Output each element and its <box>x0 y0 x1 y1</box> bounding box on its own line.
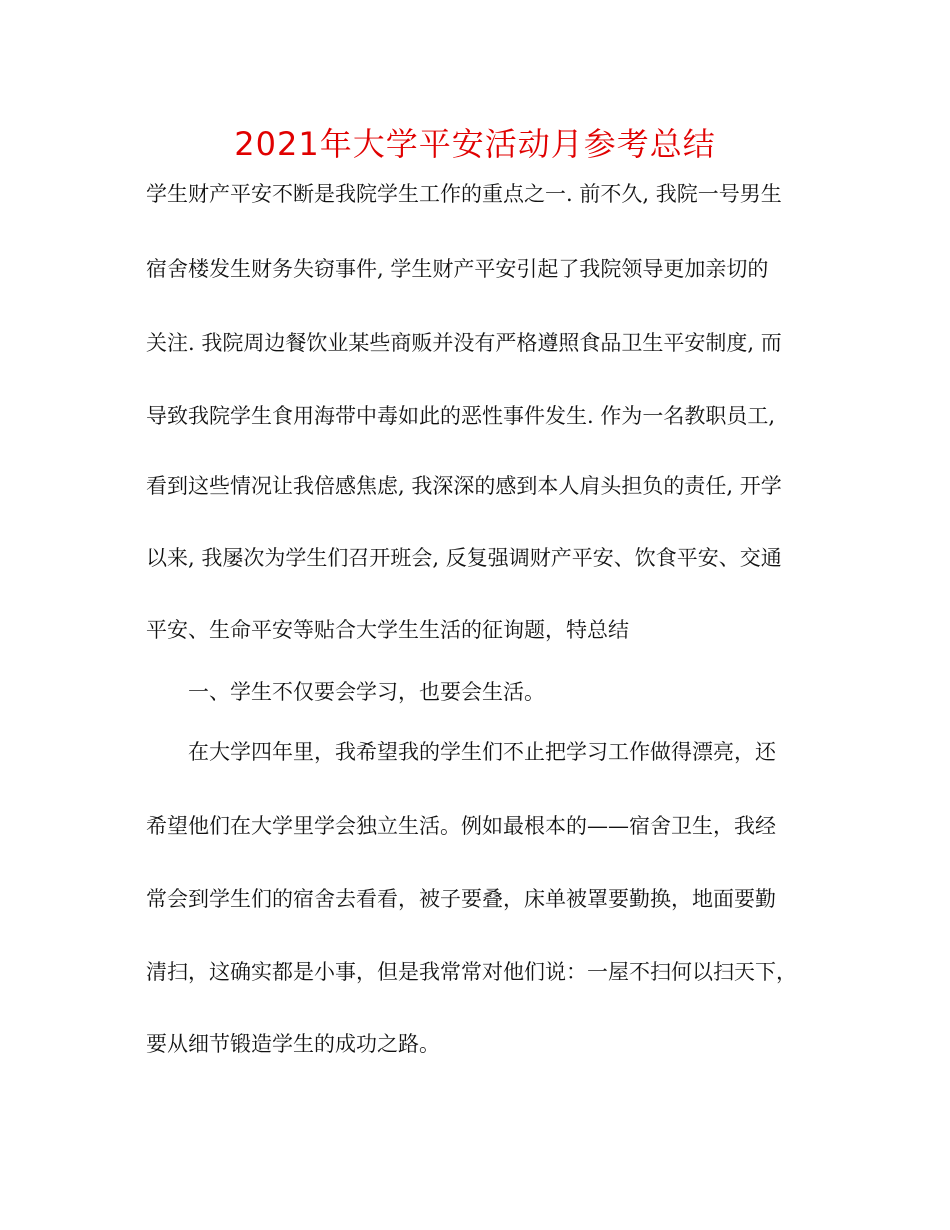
body-line-6: 以来, 我屡次为学生们召开班会, 反复强调财产平安、饮食平安、交通 <box>146 546 782 570</box>
body-line-4: 导致我院学生食用海带中毒如此的恶性事件发生. 作为一名教职员工, <box>146 404 776 428</box>
body-line-11: 常会到学生们的宿舍去看看，被子要叠，床单被罩要勤换，地面要勤 <box>146 887 776 911</box>
body-line-2: 宿舍楼发生财务失窃事件, 学生财产平安引起了我院领导更加亲切的 <box>146 257 769 281</box>
body-line-10: 希望他们在大学里学会独立生活。例如最根本的——宿舍卫生，我经 <box>146 814 776 838</box>
body-line-12: 清扫，这确实都是小事，但是我常常对他们说：一屋不扫何以扫天下， <box>146 960 797 984</box>
body-line-3: 关注. 我院周边餐饮业某些商贩并没有严格遵照食品卫生平安制度, 而 <box>146 331 782 355</box>
body-line-13: 要从细节锻造学生的成功之路。 <box>146 1032 440 1056</box>
body-line-5: 看到这些情况让我倍感焦虑, 我深深的感到本人肩头担负的责任, 开学 <box>146 474 782 498</box>
section-heading-1: 一、学生不仅要会学习，也要会生活。 <box>188 680 545 704</box>
body-line-9: 在大学四年里，我希望我的学生们不止把学习工作做得漂亮，还 <box>188 740 776 764</box>
body-line-1: 学生财产平安不断是我院学生工作的重点之一. 前不久, 我院一号男生 <box>146 182 782 206</box>
body-line-7: 平安、生命平安等贴合大学生生活的征询题，特总结 <box>146 618 629 642</box>
document-title: 2021年大学平安活动月参考总结 <box>234 125 716 163</box>
